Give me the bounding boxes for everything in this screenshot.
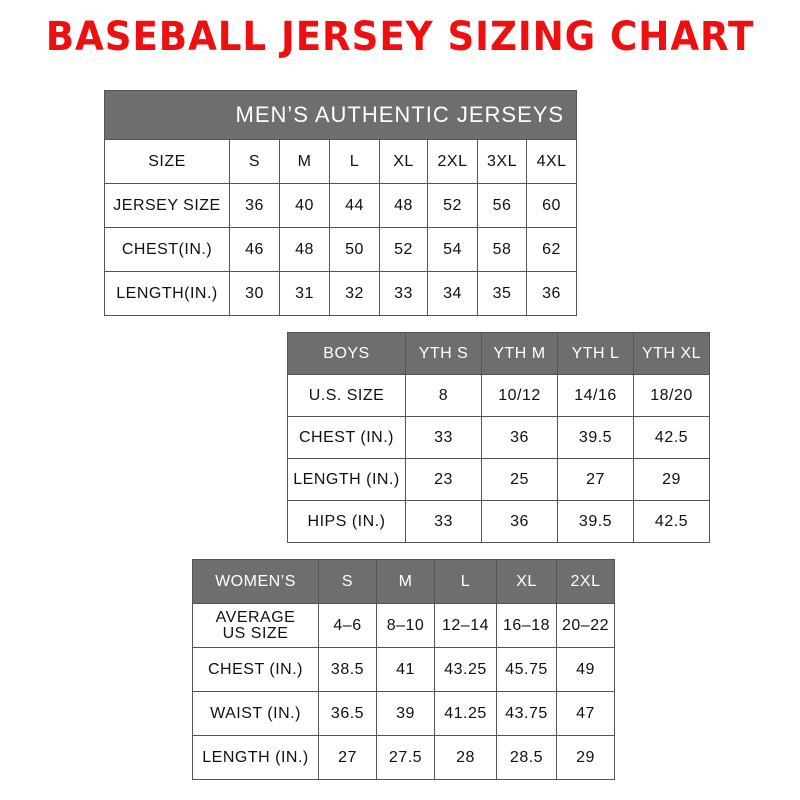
table-cell: 48 bbox=[280, 228, 330, 272]
boys-size-yth-s: YTH S bbox=[406, 333, 482, 375]
mens-banner-title: MEN’S AUTHENTIC JERSEYS bbox=[105, 91, 577, 140]
boys-hips-row bbox=[288, 501, 710, 543]
table-cell: 39.5 bbox=[558, 417, 634, 459]
boys-sizing-table bbox=[287, 332, 710, 543]
table-cell: 35 bbox=[478, 272, 527, 316]
table-cell: 29 bbox=[557, 736, 615, 780]
table-cell: 47 bbox=[557, 692, 615, 736]
womens-us-size-row bbox=[193, 604, 615, 648]
table-cell: 36.5 bbox=[319, 692, 377, 736]
row-label-line: AVERAGE bbox=[215, 608, 296, 626]
table-cell: 44 bbox=[330, 184, 380, 228]
boys-header-row bbox=[288, 333, 710, 375]
womens-waist-row bbox=[193, 692, 615, 736]
table-cell: 41.25 bbox=[435, 692, 497, 736]
womens-size-m: M bbox=[377, 560, 435, 604]
table-cell: 34 bbox=[428, 272, 478, 316]
table-cell: 43.75 bbox=[497, 692, 557, 736]
row-label: LENGTH (IN.) bbox=[288, 459, 406, 501]
page-title: BASEBALL JERSEY SIZING CHART bbox=[45, 14, 755, 60]
table-cell: 43.25 bbox=[435, 648, 497, 692]
row-label: JERSEY SIZE bbox=[105, 184, 230, 228]
table-cell: 38.5 bbox=[319, 648, 377, 692]
boys-size-yth-m: YTH M bbox=[482, 333, 558, 375]
table-cell: 36 bbox=[527, 272, 577, 316]
row-label: CHEST (IN.) bbox=[288, 417, 406, 459]
row-label: CHEST(IN.) bbox=[105, 228, 230, 272]
table-cell: 10/12 bbox=[482, 375, 558, 417]
mens-size-m: M bbox=[280, 140, 330, 184]
table-cell: 20–22 bbox=[557, 604, 615, 648]
mens-size-s: S bbox=[230, 140, 280, 184]
boys-size-yth-xl: YTH XL bbox=[634, 333, 710, 375]
row-label: HIPS (IN.) bbox=[288, 501, 406, 543]
table-cell: 49 bbox=[557, 648, 615, 692]
table-cell: 48 bbox=[380, 184, 428, 228]
womens-size-s: S bbox=[319, 560, 377, 604]
table-cell: 33 bbox=[406, 501, 482, 543]
table-cell: 39 bbox=[377, 692, 435, 736]
mens-sizing-table bbox=[104, 90, 577, 316]
table-cell: 32 bbox=[330, 272, 380, 316]
table-cell: 58 bbox=[478, 228, 527, 272]
row-label: LENGTH(IN.) bbox=[105, 272, 230, 316]
boys-length-row bbox=[288, 459, 710, 501]
mens-jersey-size-row bbox=[105, 184, 577, 228]
womens-header-row bbox=[193, 560, 615, 604]
mens-size-row bbox=[105, 140, 577, 184]
row-label: WAIST (IN.) bbox=[193, 692, 319, 736]
mens-size-4xl: 4XL bbox=[527, 140, 577, 184]
womens-size-l: L bbox=[435, 560, 497, 604]
table-cell: 25 bbox=[482, 459, 558, 501]
womens-length-row bbox=[193, 736, 615, 780]
row-label: U.S. SIZE bbox=[288, 375, 406, 417]
table-cell: 36 bbox=[482, 417, 558, 459]
table-cell: 23 bbox=[406, 459, 482, 501]
boys-chest-row bbox=[288, 417, 710, 459]
table-cell: 42.5 bbox=[634, 417, 710, 459]
table-cell: 54 bbox=[428, 228, 478, 272]
table-cell: 27.5 bbox=[377, 736, 435, 780]
row-label bbox=[193, 604, 319, 648]
mens-size-l: L bbox=[330, 140, 380, 184]
table-cell: 36 bbox=[230, 184, 280, 228]
boys-us-size-row bbox=[288, 375, 710, 417]
table-cell: 45.75 bbox=[497, 648, 557, 692]
mens-size-xl: XL bbox=[380, 140, 428, 184]
table-cell: 27 bbox=[558, 459, 634, 501]
table-cell: 62 bbox=[527, 228, 577, 272]
table-cell: 4–6 bbox=[319, 604, 377, 648]
womens-chest-row bbox=[193, 648, 615, 692]
table-cell: 33 bbox=[380, 272, 428, 316]
table-cell: 12–14 bbox=[435, 604, 497, 648]
womens-size-xl: XL bbox=[497, 560, 557, 604]
table-cell: 29 bbox=[634, 459, 710, 501]
table-cell: 36 bbox=[482, 501, 558, 543]
table-cell: 30 bbox=[230, 272, 280, 316]
table-cell: 16–18 bbox=[497, 604, 557, 648]
mens-size-2xl: 2XL bbox=[428, 140, 478, 184]
mens-size-3xl: 3XL bbox=[478, 140, 527, 184]
table-cell: 8–10 bbox=[377, 604, 435, 648]
table-cell: 46 bbox=[230, 228, 280, 272]
row-label: LENGTH (IN.) bbox=[193, 736, 319, 780]
table-cell: 42.5 bbox=[634, 501, 710, 543]
table-cell: 18/20 bbox=[634, 375, 710, 417]
table-cell: 28.5 bbox=[497, 736, 557, 780]
table-cell: 41 bbox=[377, 648, 435, 692]
boys-size-yth-l: YTH L bbox=[558, 333, 634, 375]
table-cell: 27 bbox=[319, 736, 377, 780]
mens-length-row bbox=[105, 272, 577, 316]
row-label: CHEST (IN.) bbox=[193, 648, 319, 692]
table-cell: 8 bbox=[406, 375, 482, 417]
table-cell: 52 bbox=[428, 184, 478, 228]
mens-chest-row bbox=[105, 228, 577, 272]
table-cell: 40 bbox=[280, 184, 330, 228]
womens-header-label: WOMEN’S bbox=[193, 560, 319, 604]
table-cell: 14/16 bbox=[558, 375, 634, 417]
mens-size-label: SIZE bbox=[105, 140, 230, 184]
table-cell: 60 bbox=[527, 184, 577, 228]
table-cell: 50 bbox=[330, 228, 380, 272]
table-cell: 33 bbox=[406, 417, 482, 459]
table-cell: 39.5 bbox=[558, 501, 634, 543]
table-cell: 52 bbox=[380, 228, 428, 272]
table-cell: 31 bbox=[280, 272, 330, 316]
mens-banner-row bbox=[105, 91, 577, 140]
womens-size-2xl: 2XL bbox=[557, 560, 615, 604]
table-cell: 56 bbox=[478, 184, 527, 228]
row-label-line: US SIZE bbox=[222, 624, 289, 642]
table-cell: 28 bbox=[435, 736, 497, 780]
womens-sizing-table bbox=[192, 559, 615, 780]
boys-header-label: BOYS bbox=[288, 333, 406, 375]
